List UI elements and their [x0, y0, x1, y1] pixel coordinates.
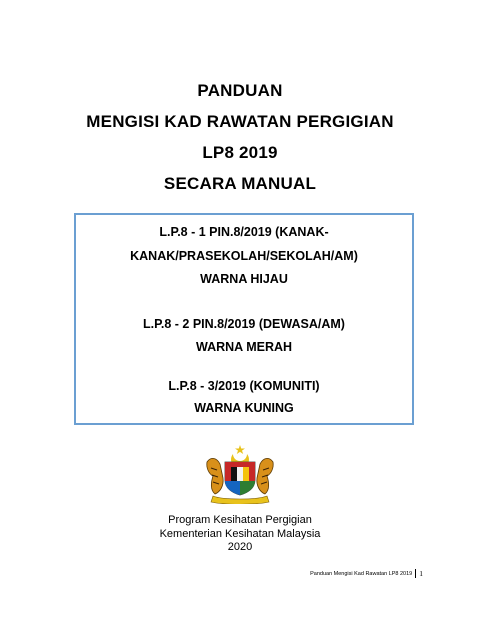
title-line-1: PANDUAN [197, 81, 283, 100]
form1-color: WARNA HIJAU [200, 272, 288, 286]
page-number: 1 [419, 568, 423, 578]
organization-block [0, 514, 480, 555]
form-types-box [74, 213, 414, 425]
document-title [0, 75, 480, 199]
footer-doc-title: Panduan Mengisi Kad Rawatan LP8 2019 [310, 570, 413, 577]
form3-color: WARNA KUNING [194, 401, 294, 415]
title-line-3: LP8 2019 [202, 143, 278, 162]
form2-color: WARNA MERAH [195, 340, 293, 354]
footer-separator [415, 569, 416, 578]
form2-line1: L.P.8 - 2 PIN.8/2019 (DEWASA/AM) [143, 317, 345, 331]
form1-line2: KANAK/PRASEKOLAH/SEKOLAH/AM) [130, 249, 358, 263]
malaysia-coat-of-arms-icon [203, 444, 277, 504]
title-line-2: MENGISI KAD RAWATAN PERGIGIAN [86, 112, 394, 131]
form1-line1: L.P.8 - 1 PIN.8/2019 (KANAK- [159, 225, 329, 239]
page-footer [310, 569, 423, 578]
form3-line1: L.P.8 - 3/2019 (KOMUNITI) [168, 379, 320, 393]
publication-year: 2020 [227, 541, 253, 553]
title-line-4: SECARA MANUAL [163, 174, 317, 193]
program-name: Program Kesihatan Pergigian [168, 514, 312, 526]
ministry-name: Kementerian Kesihatan Malaysia [159, 527, 321, 540]
